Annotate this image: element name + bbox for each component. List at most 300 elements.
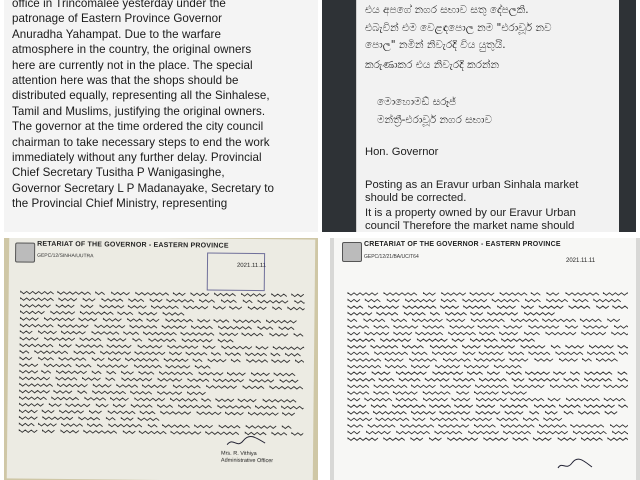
letter-word-mark bbox=[170, 352, 182, 355]
letter-word-mark bbox=[149, 339, 176, 342]
letter-word-mark bbox=[106, 378, 115, 380]
letter-word-mark bbox=[20, 397, 47, 400]
letter-word-mark bbox=[121, 418, 133, 421]
letter-word-mark bbox=[208, 359, 226, 362]
letter-word-mark bbox=[203, 346, 215, 349]
letter-word-mark bbox=[387, 299, 399, 301]
letter-word-mark bbox=[255, 406, 276, 409]
letter-word-mark bbox=[439, 425, 469, 427]
letter-word-mark bbox=[386, 365, 407, 367]
letter-date: 2021.11.11 bbox=[236, 262, 267, 270]
letter-word-mark bbox=[392, 319, 407, 321]
news-line: The governor at the time ordered the city council bbox=[12, 120, 264, 134]
letter-word-mark bbox=[497, 418, 518, 420]
letter-word-mark bbox=[84, 431, 117, 434]
letter-word-mark bbox=[441, 306, 459, 308]
letter-word-mark bbox=[484, 438, 508, 440]
letter-word-mark bbox=[348, 431, 360, 433]
letter-word-mark bbox=[215, 293, 236, 296]
letter-word-mark bbox=[20, 384, 53, 387]
letter-word-mark bbox=[19, 417, 37, 420]
letter-word-mark bbox=[100, 305, 124, 308]
letter-word-mark bbox=[435, 431, 462, 433]
letter-word-mark bbox=[195, 425, 213, 428]
letter-word-mark bbox=[108, 411, 135, 414]
letter-word-mark bbox=[207, 386, 237, 389]
letter-word-mark bbox=[20, 371, 38, 374]
letter-word-mark bbox=[464, 306, 491, 308]
letter-word-mark bbox=[425, 379, 449, 381]
letter-word-mark bbox=[613, 306, 628, 308]
letter-word-mark bbox=[545, 412, 557, 414]
letter-word-mark bbox=[431, 313, 440, 315]
letter-word-mark bbox=[348, 306, 363, 308]
letter-word-mark bbox=[348, 379, 375, 381]
letter-word-mark bbox=[250, 380, 274, 383]
letter-word-mark bbox=[348, 339, 375, 341]
letter-word-mark bbox=[148, 425, 157, 427]
letter-word-mark bbox=[494, 365, 521, 367]
letter-word-mark bbox=[173, 385, 200, 388]
letter-word-mark bbox=[454, 379, 475, 381]
letter-word-mark bbox=[492, 299, 519, 301]
letter-word-mark bbox=[283, 413, 295, 416]
letter-word-mark bbox=[43, 417, 73, 420]
letter-word-mark bbox=[348, 352, 369, 354]
letter-word-mark bbox=[413, 418, 425, 420]
message-signature-name: මොහොමඩ් සරූජ් bbox=[377, 96, 457, 108]
letter-word-mark bbox=[525, 332, 540, 334]
letter-word-mark bbox=[509, 352, 524, 354]
letter-word-mark bbox=[111, 398, 129, 401]
letter-word-mark bbox=[381, 339, 411, 341]
letter-word-mark bbox=[74, 351, 95, 354]
letter-word-mark bbox=[20, 311, 44, 314]
letter-word-mark bbox=[430, 346, 457, 348]
letter-word-mark bbox=[551, 385, 578, 387]
letter-word-mark bbox=[20, 390, 50, 393]
letter-word-mark bbox=[539, 306, 563, 308]
letter-word-mark bbox=[231, 360, 240, 362]
letter-word-mark bbox=[45, 338, 75, 341]
letter-word-mark bbox=[403, 306, 436, 308]
letter-word-mark bbox=[184, 306, 208, 309]
letter-word-mark bbox=[416, 332, 443, 334]
letter-word-mark bbox=[49, 404, 61, 407]
letter-word-mark bbox=[511, 398, 544, 400]
letter-word-mark bbox=[59, 345, 71, 348]
letter-word-mark bbox=[500, 332, 518, 334]
news-line: attention here was that the shops should be bbox=[12, 74, 239, 88]
letter-word-mark bbox=[139, 372, 154, 375]
sinhala-message-line: එබැවින් එම වෙළඳපොල නම "එරාවූර් නව bbox=[365, 22, 552, 34]
letter-word-mark bbox=[20, 331, 32, 334]
letter-word-mark bbox=[369, 306, 399, 308]
letter-word-mark bbox=[433, 352, 457, 354]
letter-word-mark bbox=[242, 294, 266, 297]
letter-word-mark bbox=[92, 332, 119, 335]
letter-word-mark bbox=[20, 377, 50, 380]
letter-word-mark bbox=[463, 346, 481, 348]
letter-word-mark bbox=[417, 339, 447, 341]
letter-word-mark bbox=[348, 372, 366, 374]
letter-word-mark bbox=[372, 372, 390, 374]
letter-word-mark bbox=[423, 392, 450, 394]
letter-word-mark bbox=[248, 413, 278, 416]
letter-word-mark bbox=[442, 293, 466, 295]
letter-word-mark bbox=[348, 418, 372, 420]
letter-word-mark bbox=[498, 306, 516, 308]
letter-word-mark bbox=[160, 372, 193, 375]
letter-word-mark bbox=[90, 411, 102, 414]
letter-word-mark bbox=[535, 405, 556, 407]
letter-word-mark bbox=[423, 326, 444, 328]
letter-word-mark bbox=[166, 319, 193, 322]
letter-word-mark bbox=[441, 385, 471, 387]
letter-word-mark bbox=[543, 319, 576, 321]
letter-word-mark bbox=[38, 424, 56, 427]
letter-word-mark bbox=[42, 430, 54, 433]
letter-word-mark bbox=[200, 300, 215, 303]
letter-word-mark bbox=[529, 379, 559, 381]
letter-word-mark bbox=[56, 305, 74, 308]
letter-word-mark bbox=[604, 398, 625, 400]
message-signature-title: මන්ත්‍රී-එරාවූර් නගර සභාව bbox=[377, 114, 493, 126]
letter-word-mark bbox=[566, 326, 578, 328]
letter-word-mark bbox=[502, 339, 535, 341]
letter-word-mark bbox=[227, 373, 245, 376]
letter-word-mark bbox=[584, 326, 608, 328]
letter-word-mark bbox=[394, 332, 412, 334]
letter-word-mark bbox=[348, 405, 366, 407]
letter-word-mark bbox=[192, 326, 213, 329]
letter-word-mark bbox=[139, 312, 157, 315]
letter-word-mark bbox=[80, 338, 101, 341]
letter-word-mark bbox=[538, 431, 568, 433]
letter-word-mark bbox=[66, 404, 90, 407]
letter-word-mark bbox=[19, 423, 34, 426]
letter-word-mark bbox=[585, 379, 612, 381]
letter-word-mark bbox=[42, 410, 54, 413]
letter-word-mark bbox=[219, 326, 252, 329]
news-line: chairman to take necessary steps to end the work bbox=[12, 135, 270, 149]
letter-word-mark bbox=[54, 391, 72, 394]
letter-word-mark bbox=[558, 438, 576, 440]
letter-word-mark bbox=[81, 305, 93, 308]
letter-word-mark bbox=[348, 425, 363, 427]
letter-word-mark bbox=[243, 386, 264, 389]
letter-word-mark bbox=[266, 320, 296, 323]
letter-word-mark bbox=[618, 346, 628, 348]
letter-word-mark bbox=[158, 392, 182, 395]
letter-word-mark bbox=[573, 299, 588, 301]
letter-word-mark bbox=[374, 326, 389, 328]
letter-word-mark bbox=[452, 398, 470, 400]
letter-word-mark bbox=[526, 299, 541, 301]
letter-word-mark bbox=[79, 417, 100, 420]
letter-word-mark bbox=[188, 392, 206, 395]
letter-word-mark bbox=[58, 292, 91, 295]
letter-word-mark bbox=[393, 405, 426, 407]
letter-word-mark bbox=[92, 371, 101, 373]
news-line: atmosphere in the country, the original owners bbox=[12, 43, 252, 57]
letter-word-mark bbox=[96, 292, 105, 294]
letter-word-mark bbox=[535, 359, 553, 361]
letter-word-mark bbox=[247, 360, 268, 363]
letter-word-mark bbox=[529, 326, 559, 328]
letter-word-mark bbox=[83, 299, 95, 302]
news-line: office in Trincomalee yesterday under the bbox=[12, 0, 226, 10]
letter-word-mark bbox=[504, 326, 522, 328]
letter-word-mark bbox=[182, 339, 212, 342]
letter-word-mark bbox=[560, 359, 578, 361]
news-line: Governor Secretary L P Madanayake, Secretary to bbox=[12, 181, 275, 195]
letter-word-mark bbox=[475, 425, 496, 427]
letter-word-mark bbox=[597, 306, 609, 308]
news-line: patronage of Eastern Province Governor bbox=[12, 12, 223, 26]
letter-word-mark bbox=[142, 385, 166, 388]
letter-word-mark bbox=[88, 424, 103, 427]
letter-word-mark bbox=[514, 385, 544, 387]
letter-word-mark bbox=[564, 379, 579, 381]
letter-word-mark bbox=[21, 305, 51, 308]
letter-word-mark bbox=[286, 354, 301, 357]
letter-word-mark bbox=[501, 405, 528, 407]
letter-word-mark bbox=[585, 405, 615, 407]
letter-word-mark bbox=[163, 425, 190, 428]
signature-scribble bbox=[225, 435, 269, 449]
letter-word-mark bbox=[348, 313, 372, 315]
letter-word-mark bbox=[424, 398, 448, 400]
letter-word-mark bbox=[147, 319, 159, 322]
letter-word-mark bbox=[164, 359, 188, 362]
letter-word-mark bbox=[469, 431, 499, 433]
letter-word-mark bbox=[20, 344, 53, 347]
letter-word-mark bbox=[191, 293, 209, 296]
letter-word-mark bbox=[404, 313, 425, 315]
letter-word-mark bbox=[20, 364, 38, 367]
letter-word-mark bbox=[107, 371, 116, 373]
letter-word-mark bbox=[504, 431, 531, 433]
letter-word-mark bbox=[92, 358, 104, 361]
letter-word-mark bbox=[179, 405, 212, 408]
letter-scan-right bbox=[330, 238, 640, 480]
news-line: Tamil and Muslims, justifying the original owners. bbox=[12, 104, 266, 118]
letter-header: RETARIAT OF THE GOVERNOR - EASTERN PROVINCE bbox=[37, 240, 229, 250]
letter-word-mark bbox=[98, 365, 128, 368]
letter-word-mark bbox=[462, 418, 492, 420]
letter-word-mark bbox=[348, 385, 369, 387]
letter-word-mark bbox=[102, 299, 123, 302]
letter-word-mark bbox=[566, 293, 599, 295]
letter-word-mark bbox=[138, 345, 162, 348]
letter-word-mark bbox=[280, 380, 298, 383]
letter-word-mark bbox=[195, 366, 210, 369]
letter-word-mark bbox=[166, 365, 190, 368]
letter-word-mark bbox=[162, 326, 186, 329]
letter-word-mark bbox=[21, 298, 54, 301]
letter-word-mark bbox=[61, 331, 85, 334]
letter-word-mark bbox=[59, 298, 77, 301]
letter-word-mark bbox=[436, 365, 460, 367]
letter-word-mark bbox=[78, 391, 87, 393]
letter-word-mark bbox=[80, 312, 113, 315]
letter-word-mark bbox=[544, 418, 562, 420]
letter-word-mark bbox=[219, 425, 240, 428]
letter-word-mark bbox=[273, 307, 282, 309]
letter-word-mark bbox=[109, 358, 121, 361]
news-line: Chief Secretary Tusitha P Wanigasinghe, bbox=[12, 166, 225, 180]
news-line: distributed equally, representing all the Sinhalese, bbox=[12, 89, 270, 103]
letter-word-mark bbox=[62, 424, 83, 427]
letter-word-mark bbox=[413, 319, 443, 321]
letter-word-mark bbox=[396, 398, 417, 400]
letter-word-mark bbox=[140, 411, 155, 414]
letter-word-mark bbox=[76, 345, 103, 348]
letter-word-mark bbox=[475, 392, 499, 394]
letter-word-mark bbox=[521, 346, 545, 348]
letter-word-mark bbox=[167, 299, 194, 302]
letter-word-mark bbox=[61, 430, 79, 433]
letter-word-mark bbox=[272, 360, 290, 363]
letter-word-mark bbox=[470, 293, 494, 295]
letter-word-mark bbox=[511, 319, 538, 321]
letter-word-mark bbox=[501, 425, 534, 427]
letter-word-mark bbox=[279, 327, 294, 330]
letter-word-mark bbox=[161, 412, 191, 415]
letter-word-mark bbox=[412, 385, 436, 387]
letter-word-mark bbox=[348, 438, 378, 440]
letter-word-mark bbox=[367, 431, 391, 433]
letter-word-mark bbox=[385, 359, 403, 361]
letter-word-mark bbox=[123, 431, 135, 434]
letter-word-mark bbox=[158, 405, 173, 408]
letter-word-mark bbox=[348, 299, 360, 301]
letter-word-mark bbox=[170, 399, 197, 402]
letter-word-mark bbox=[479, 352, 503, 354]
letter-word-mark bbox=[109, 424, 142, 427]
letter-word-mark bbox=[615, 326, 628, 328]
chat-message-bubble[interactable] bbox=[356, 0, 619, 232]
letter-word-mark bbox=[468, 372, 483, 374]
letter-word-mark bbox=[348, 332, 360, 334]
letter-word-mark bbox=[374, 392, 389, 394]
letter-word-mark bbox=[546, 332, 576, 334]
letter-word-mark bbox=[455, 405, 473, 407]
letter-word-mark bbox=[397, 431, 430, 433]
letter-word-mark bbox=[574, 431, 607, 433]
letter-word-mark bbox=[476, 385, 509, 387]
letter-word-mark bbox=[273, 347, 304, 350]
letter-word-mark bbox=[394, 326, 418, 328]
letter-word-mark bbox=[529, 352, 550, 354]
letter-word-mark bbox=[463, 352, 475, 354]
letter-word-mark bbox=[547, 299, 568, 301]
letter-paper bbox=[334, 238, 636, 480]
letter-word-mark bbox=[258, 327, 273, 330]
letter-word-mark bbox=[582, 438, 603, 440]
letter-word-mark bbox=[433, 372, 463, 374]
letter-paper bbox=[7, 238, 316, 480]
letter-word-mark bbox=[618, 379, 628, 381]
letter-word-mark bbox=[133, 339, 142, 341]
letter-word-mark bbox=[560, 405, 581, 407]
letter-word-mark bbox=[150, 299, 162, 302]
letter-word-mark bbox=[135, 352, 165, 355]
letter-word-mark bbox=[411, 438, 423, 440]
letter-word-mark bbox=[117, 385, 138, 388]
letter-word-mark bbox=[60, 411, 84, 414]
letter-word-mark bbox=[212, 353, 221, 355]
letter-word-mark bbox=[106, 418, 115, 420]
letter-word-mark bbox=[512, 379, 524, 381]
letter-word-mark bbox=[122, 372, 134, 375]
letter-word-mark bbox=[444, 359, 471, 361]
letter-word-mark bbox=[384, 438, 405, 440]
letter-word-mark bbox=[540, 425, 567, 427]
letter-word-mark bbox=[171, 432, 201, 435]
news-line: the Provincial Chief Ministry, representing bbox=[12, 197, 228, 211]
letter-word-mark bbox=[246, 426, 276, 429]
letter-word-mark bbox=[348, 293, 378, 295]
english-message-line: should be corrected. bbox=[365, 192, 467, 204]
letter-word-mark bbox=[457, 392, 469, 394]
letter-word-mark bbox=[218, 340, 233, 343]
letter-word-mark bbox=[225, 412, 243, 415]
letter-word-mark bbox=[221, 300, 236, 303]
letter-word-mark bbox=[348, 398, 360, 400]
letter-word-mark bbox=[476, 412, 500, 414]
english-message-line: council Therefore the market name should bbox=[365, 220, 575, 232]
letter-word-mark bbox=[76, 365, 91, 368]
letter-word-mark bbox=[112, 292, 130, 295]
letter-word-mark bbox=[263, 399, 296, 402]
government-emblem-icon bbox=[15, 242, 35, 262]
letter-word-mark bbox=[135, 398, 165, 401]
letter-word-mark bbox=[348, 326, 369, 328]
letter-word-mark bbox=[488, 313, 518, 315]
news-article-text bbox=[12, 0, 312, 212]
letter-word-mark bbox=[375, 352, 408, 354]
letter-word-mark bbox=[452, 339, 464, 341]
letter-word-mark bbox=[603, 293, 628, 295]
letter-word-mark bbox=[220, 333, 238, 336]
letter-word-mark bbox=[130, 325, 157, 328]
letter-word-mark bbox=[448, 438, 478, 440]
letter-word-mark bbox=[605, 412, 617, 414]
letter-word-mark bbox=[42, 371, 51, 373]
letter-word-mark bbox=[39, 358, 54, 361]
letter-word-mark bbox=[20, 318, 38, 321]
letter-word-mark bbox=[384, 293, 417, 295]
letter-word-mark bbox=[507, 372, 522, 374]
letter-word-mark bbox=[613, 431, 628, 433]
letter-word-mark bbox=[594, 299, 621, 301]
letter-word-mark bbox=[242, 333, 263, 336]
letter-word-mark bbox=[272, 294, 287, 297]
letter-word-mark bbox=[108, 338, 126, 341]
letter-word-mark bbox=[163, 313, 184, 316]
letter-word-mark bbox=[412, 412, 436, 414]
letter-word-mark bbox=[230, 307, 242, 310]
letter-word-mark bbox=[548, 398, 560, 400]
letter-word-mark bbox=[485, 346, 515, 348]
letter-word-mark bbox=[292, 433, 305, 436]
letter-word-mark bbox=[103, 319, 121, 322]
letter-word-mark bbox=[44, 318, 74, 321]
letter-word-mark bbox=[186, 352, 207, 355]
letter-word-mark bbox=[173, 293, 185, 296]
